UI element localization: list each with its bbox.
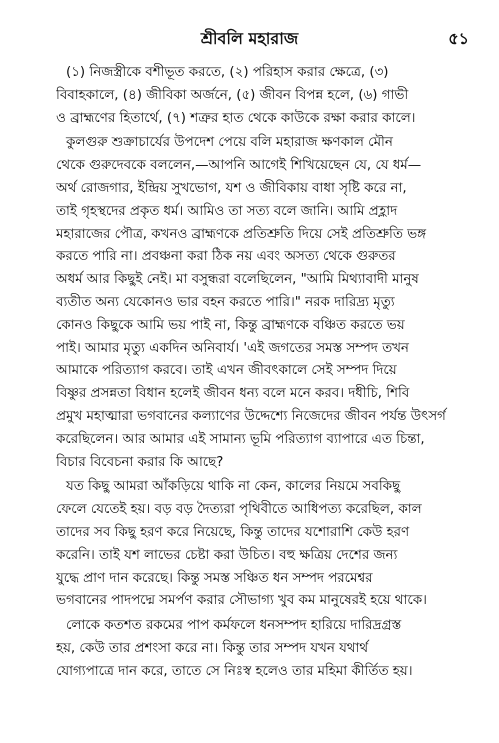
text-line: যুদ্ধে প্রাণ দান করেছে। কিন্তু সমস্ত সঞ্চিত ধন সম্পদ পরমেশ্বর [56, 570, 373, 586]
text-line: তাই গৃহস্থদের প্রকৃত ধর্ম। আমিও তা সত্য বলে জানি। আমি প্রহ্লাদ [56, 203, 398, 219]
text-line: ভগবানের পাদপদ্মে সমর্পণ করার সৌভাগ্য খুব কম মানুষেরই হয়ে থাকে। [56, 593, 427, 609]
text-line: ব্যতীত অন্য যেকোনও ভার বহন করতে পারি।" নরক দারিদ্র্য মৃত্যু [56, 294, 395, 310]
text-line: লোকে কতশত রকমের পাপ কর্মফলে ধনসম্পদ হারিয়ে দারিদ্রগ্রস্ত [66, 618, 402, 634]
text-line: থেকে গুরুদেবকে বললেন,—আপনি আগেই শিখিয়েছেন যে, যে ধর্ম— [56, 158, 422, 174]
text-line: অধর্ম আর কিছুই নেই। মা বসুন্ধরা বলেছিলেন, "আমি মিথ্যাবাদী মানুষ [56, 272, 419, 288]
page-header [0, 24, 499, 50]
text-line: মহারাজের পৌত্র, কখনও ব্রাহ্মণকে প্রতিশ্রুতি দিয়ে সেই প্রতিশ্রুতি ভঙ্গ [56, 226, 427, 242]
text-line: করেনি। তাই যশ লাভের চেষ্টা করা উচিত। বহু ক্ষত্রিয় দেশের জন্য [56, 547, 398, 563]
page-number: ৫১ [448, 29, 469, 48]
text-line: যোগ্যপাত্রে দান করে, তাতে সে নিঃস্ব হলেও তার মহিমা কীর্তিত হয়। [56, 663, 413, 679]
text-line: ফেলে যেতেই হয়। বড় বড় দৈত্যরা পৃথিবীতে আধিপত্য করেছিল, কাল [56, 502, 422, 518]
text-line: করতে পারি না। প্রবঞ্চনা করা ঠিক নয় এবং অসত্য থেকে গুরুতর [56, 249, 396, 265]
text-line: আমাকে পরিত্যাগ করবে। তাই এখন জীবৎকালে সেই সম্পদ দিয়ে [56, 363, 397, 379]
paragraph [56, 476, 476, 613]
running-title: শ্রীবলি মহারাজ [200, 29, 299, 48]
text-line: বিচার বিবেচনা করার কি আছে? [56, 454, 224, 470]
text-line: করেছিলেন। আর আমার এই সামান্য ভূমি পরিত্যাগ ব্যাপারে এত চিন্তা, [56, 431, 425, 447]
page-body [56, 62, 476, 686]
text-line: ও ব্রাহ্মণের হিতার্থে, (৭) শত্রুর হাত থেকে কাউকে রক্ষা করার কালে। [56, 110, 416, 126]
text-line: প্রমুখ মহাত্মারা ভগবানের কল্যাণের উদ্দেশ্যে নিজেদের জীবন পর্যন্ত উৎসর্গ [56, 408, 446, 424]
text-line: পাই। আমার মৃত্যু একদিন অনিবার্য। 'এই জগতের সমস্ত সম্পদ তখন [56, 340, 409, 356]
text-line: কোনও কিছুকে আমি ভয় পাই না, কিন্তু ব্রাহ্মণকে বঞ্চিত করতে ভয় [56, 317, 405, 333]
text-line: বিবাহকালে, (৪) জীবিকা অর্জনে, (৫) জীবন বিপন্ন হলে, (৬) গাভী [56, 87, 409, 103]
paragraph [56, 62, 476, 130]
text-line: কুলগুরু শুক্রাচার্যের উপদেশ পেয়ে বলি মহারাজ ক্ষণকাল মৌন [66, 135, 393, 151]
text-line: (১) নিজস্ত্রীকে বশীভূত করতে, (২) পরিহাস করার ক্ষেত্রে, (৩) [66, 65, 389, 80]
paragraph [56, 615, 476, 683]
paragraph [56, 132, 476, 474]
text-line: তাদের সব কিছু হরণ করে নিয়েছে, কিন্তু তাদের যশোরাশি কেউ হরণ [56, 524, 410, 540]
text-line: যত কিছু আমরা আঁকড়িয়ে থাকি না কেন, কালের নিয়মে সবকিছু [66, 479, 401, 495]
text-line: হয়, কেউ তার প্রশংসা করে না। কিন্তু তার সম্পদ যখন যথার্থ [56, 640, 369, 656]
text-line: অর্থ রোজগার, ইন্দ্রিয় সুখভোগ, যশ ও জীবিকায় বাধা সৃষ্টি করে না, [56, 180, 407, 196]
text-line: বিষ্ণুর প্রসন্নতা বিধান হলেই জীবন ধন্য বলে মনে করব। দধীচি, শিবি [56, 386, 410, 402]
